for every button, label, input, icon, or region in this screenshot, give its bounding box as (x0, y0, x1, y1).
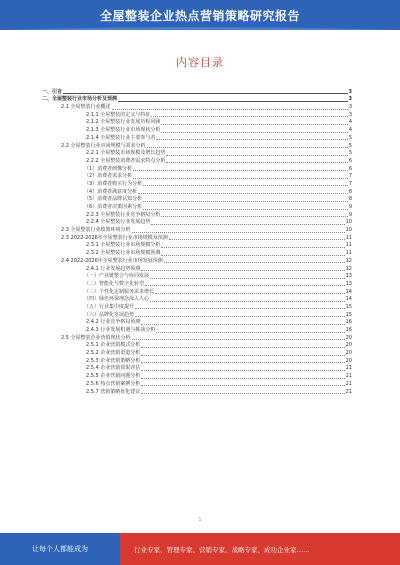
toc-entry-page: 21 (345, 380, 352, 387)
toc-leader-dots (141, 362, 344, 363)
toc-entry[interactable] (38, 203, 352, 211)
toc-leader-dots (161, 124, 347, 125)
toc-leader-dots (141, 370, 344, 371)
toc-leader-dots (166, 155, 347, 156)
toc-entry-title: 2.5.3 企业营销策略分析 (86, 357, 141, 364)
toc-leader-dots (164, 262, 345, 263)
toc-entry[interactable] (38, 157, 352, 165)
toc-entry-title: 2.2.2 全屋整装消费者需求特点分析 (86, 157, 166, 164)
toc-entry[interactable] (38, 280, 352, 288)
toc-leader-dots (141, 355, 344, 356)
toc-entry-title: 2.2 全屋整装行业市场规模与需求分析 (61, 142, 146, 149)
toc-entry-page: 11 (345, 234, 352, 241)
toc-entry-page: 13 (345, 273, 352, 280)
toc-entry-title: 2.5.4 企业营销效果评估 (86, 365, 141, 372)
toc-entry-page: 10 (345, 219, 352, 226)
toc-entry[interactable] (38, 265, 352, 273)
toc-entry-title: 2.4.1 行业发展趋势预测 (86, 265, 141, 272)
toc-entry[interactable] (38, 380, 352, 388)
toc-entry-title: 2.5.5 企业营销问题分析 (86, 373, 141, 380)
toc-leader-dots (133, 178, 348, 179)
toc-entry-page: 3 (348, 88, 352, 95)
toc-entry-page: 6 (348, 157, 352, 164)
toc-entry-page: 21 (345, 388, 352, 395)
toc-leader-dots (135, 308, 345, 309)
toc-entry[interactable] (38, 111, 352, 119)
toc-entry-page: 5 (348, 150, 352, 157)
toc-leader-dots (161, 247, 344, 248)
toc-entry-title: 2.4 2022-2026年全屋整装行业市场发展预测 (61, 257, 163, 264)
toc-entry[interactable] (38, 273, 352, 281)
toc-entry[interactable] (38, 88, 352, 96)
toc-entry-title: 2.3.2 全屋整装行业市场规模预测 (86, 250, 161, 257)
toc-entry-title: （六）品牌化发展趋势 (84, 311, 135, 318)
toc-entry-title: 2.3 2022-2026年全屋整装行业市场规模及预测 (61, 234, 168, 241)
toc-leader-dots (63, 93, 348, 94)
toc-entry-title: （6）消费者决策因素分析 (84, 204, 143, 210)
toc-leader-dots (150, 278, 345, 279)
toc-entry-title: 2.5.6 热点营销案例分析 (86, 380, 141, 387)
toc-leader-dots (141, 393, 344, 394)
toc-entry-title: 一、引言 (42, 88, 63, 95)
toc-entry-page: 21 (345, 365, 352, 372)
toc-entry-page: 3 (348, 96, 352, 103)
toc-leader-dots (118, 101, 348, 102)
report-title: 全屋整装企业热点营销策略研究报告 (99, 8, 300, 23)
toc-entry[interactable] (38, 103, 352, 111)
toc-entry-page: 11 (345, 250, 352, 257)
toc-leader-dots (166, 162, 347, 163)
toc-leader-dots (161, 132, 347, 133)
toc-entry-title: （一）产业链整合与协同发展 (84, 273, 150, 280)
toc-entry-page: 7 (348, 173, 352, 180)
toc-entry[interactable] (38, 365, 352, 373)
toc-entry-title: 2.1.4 全屋整装行业主要参与者 (86, 134, 156, 141)
toc-leader-dots (141, 378, 344, 379)
toc-leader-dots (161, 255, 344, 256)
table-of-contents (38, 88, 352, 508)
toc-entry[interactable] (38, 188, 352, 196)
toc-entry[interactable] (38, 357, 352, 365)
toc-leader-dots (132, 339, 345, 340)
toc-entry-title: （四）绿色环保理念深入人心 (84, 296, 150, 303)
toc-entry-page: 10 (345, 227, 352, 234)
toc-entry[interactable] (38, 219, 352, 227)
toc-heading: 内容目录 (176, 56, 224, 69)
toc-entry-page: 20 (345, 350, 352, 357)
toc-entry-title: 2.2.1 全屋整装市场规模及增长趋势 (86, 150, 166, 157)
toc-entry-page: 9 (348, 211, 352, 218)
toc-entry-title: （5）消费者品牌认知分析 (84, 196, 143, 203)
page-number: 1 (198, 517, 202, 523)
toc-entry-title: 2.4.3 行业发展机遇与挑战分析 (86, 327, 156, 333)
toc-leader-dots (135, 316, 345, 317)
toc-entry-title: 2.2.4 全屋整装行业发展趋势 (86, 219, 151, 226)
toc-entry[interactable] (38, 126, 352, 134)
toc-entry[interactable] (38, 142, 352, 150)
toc-leader-dots (133, 170, 348, 171)
toc-entry-page: 15 (345, 303, 352, 310)
toc-entry-page: 16 (345, 319, 352, 326)
toc-entry[interactable] (38, 196, 352, 204)
toc-entry-page: 9 (348, 204, 352, 210)
toc-entry-title: （3）消费者购买行为分析 (84, 180, 143, 187)
toc-entry-page: 8 (348, 188, 352, 195)
toc-entry-page: 3 (348, 111, 352, 118)
toc-entry-title: （1）消费者画像分析 (84, 165, 133, 172)
toc-entry-title: （2）消费者需求分析 (84, 173, 133, 180)
toc-entry[interactable] (38, 288, 352, 296)
footer-slogan: 让每个人都能成为 (0, 533, 120, 565)
toc-entry[interactable] (38, 249, 352, 257)
toc-entry[interactable] (38, 349, 352, 357)
toc-entry-page: 12 (345, 265, 352, 272)
toc-entry-page: 3 (348, 104, 352, 111)
toc-entry-page: 16 (345, 327, 352, 333)
toc-leader-dots (161, 216, 347, 217)
toc-leader-dots (141, 385, 344, 386)
toc-entry-page: 14 (345, 288, 352, 295)
toc-entry-page: 20 (345, 334, 352, 341)
toc-leader-dots (141, 324, 344, 325)
toc-entry[interactable] (38, 242, 352, 250)
toc-entry[interactable] (38, 173, 352, 181)
toc-entry[interactable] (38, 334, 352, 342)
toc-entry-title: （4）消费者满意度分析 (84, 188, 138, 195)
toc-entry-page: 12 (345, 257, 352, 264)
toc-leader-dots (151, 116, 347, 117)
toc-entry[interactable] (38, 226, 352, 234)
toc-leader-dots (112, 109, 348, 110)
toc-leader-dots (132, 232, 345, 233)
toc-leader-dots (150, 301, 345, 302)
toc-entry-page: 4 (348, 119, 352, 126)
toc-entry-page: 11 (345, 242, 352, 249)
header-banner (0, 0, 400, 30)
toc-entry-title: 2.3.1 全屋整装行业市场规模分析 (86, 242, 161, 249)
toc-entry[interactable] (38, 150, 352, 158)
toc-entry-page: 21 (345, 373, 352, 380)
toc-entry-title: 2.5.1 企业营销模式分析 (86, 342, 141, 349)
toc-entry-page: 20 (345, 357, 352, 364)
toc-entry-page: 14 (345, 296, 352, 303)
toc-entry[interactable] (38, 303, 352, 311)
toc-entry-page: 5 (348, 142, 352, 149)
toc-entry[interactable] (38, 211, 352, 219)
toc-entry-title: 2.5.2 企业营销渠道分析 (86, 350, 141, 357)
toc-leader-dots (141, 270, 344, 271)
toc-leader-dots (155, 293, 345, 294)
toc-entry-title: 2.4.2 行业竞争格局预测 (86, 319, 141, 326)
toc-entry-title: 2.5.7 营销策略优化建议 (86, 388, 141, 395)
toc-entry-title: （二）智能化与数字化转型 (84, 280, 145, 287)
toc-entry-page: 6 (348, 165, 352, 172)
toc-entry[interactable] (38, 134, 352, 142)
toc-entry[interactable] (38, 96, 352, 104)
toc-leader-dots (143, 201, 348, 202)
toc-leader-dots (156, 139, 347, 140)
toc-leader-dots (143, 185, 348, 186)
toc-entry-title: 2.1 全屋整装行业概述 (61, 104, 111, 111)
footer-banner (0, 533, 400, 565)
toc-entry[interactable] (38, 388, 352, 396)
toc-leader-dots (156, 332, 344, 333)
toc-entry-title: 二、全屋整装行业市场分析及预测 (42, 96, 118, 103)
toc-entry[interactable] (38, 319, 352, 327)
toc-leader-dots (143, 209, 348, 210)
toc-entry-title: （三）个性化定制服务需求增长 (84, 288, 155, 295)
toc-entry-page: 20 (345, 342, 352, 349)
toc-entry[interactable] (38, 180, 352, 188)
toc-entry[interactable] (38, 234, 352, 242)
toc-entry-page: 15 (345, 311, 352, 318)
toc-leader-dots (147, 147, 348, 148)
toc-entry[interactable] (38, 326, 352, 334)
toc-leader-dots (169, 239, 345, 240)
toc-entry[interactable] (38, 119, 352, 127)
toc-entry-page: 5 (348, 134, 352, 141)
toc-entry-page: 4 (348, 127, 352, 134)
toc-entry[interactable] (38, 296, 352, 304)
toc-leader-dots (145, 285, 345, 286)
toc-entry-title: 2.1.1 全屋整装的定义与特征 (86, 111, 151, 118)
toc-entry[interactable] (38, 311, 352, 319)
toc-entry[interactable] (38, 165, 352, 173)
toc-leader-dots (138, 193, 348, 194)
toc-entry-page: 7 (348, 180, 352, 187)
toc-entry-title: 2.2.3 全屋整装行业竞争格局分析 (86, 211, 161, 218)
toc-entry[interactable] (38, 342, 352, 350)
toc-leader-dots (141, 347, 344, 348)
toc-entry[interactable] (38, 257, 352, 265)
toc-entry-page: 13 (345, 280, 352, 287)
toc-entry-title: 2.1.3 全屋整装行业市场现状分析 (86, 127, 161, 134)
toc-entry-page: 8 (348, 196, 352, 203)
toc-entry-title: 2.1.2 全屋整装行业发展历程回顾 (86, 119, 161, 126)
toc-entry-title: 2.5 全屋整装企业营销现状分析 (61, 334, 131, 341)
toc-entry-title: （五）行业集中度提升 (84, 303, 135, 310)
toc-entry[interactable] (38, 372, 352, 380)
header-decoration (0, 24, 400, 30)
footer-tagline: 行业专家、管理专家、营销专家、战略专家、成功企业家…… (134, 545, 310, 554)
toc-leader-dots (151, 224, 344, 225)
toc-entry-title: 2.3 全屋整装行业政策环境分析 (61, 227, 131, 234)
